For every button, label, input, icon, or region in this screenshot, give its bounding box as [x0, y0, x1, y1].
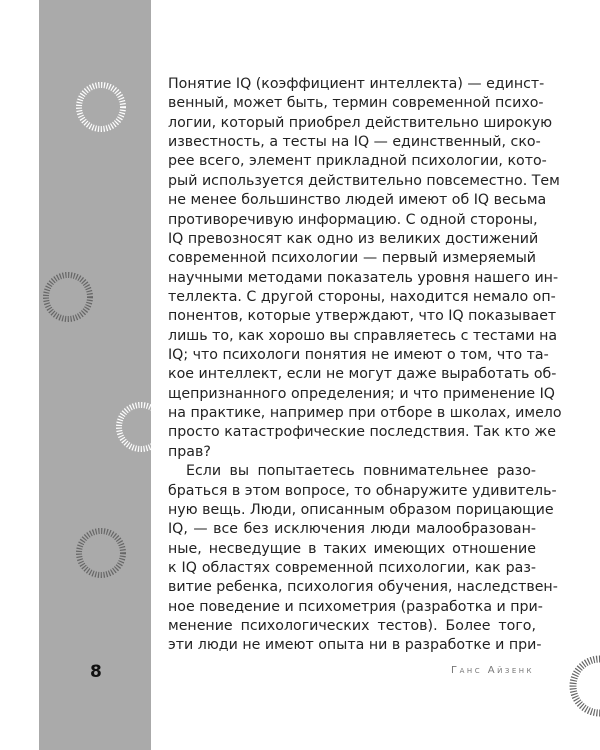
decorative-ring-icon — [41, 270, 95, 324]
decorative-ring-icon — [544, 650, 600, 740]
text-line: IQ; что психологи понятия не имеют о том, что та- — [168, 347, 549, 364]
text-line: менение психологических тестов). Более того, — [168, 618, 536, 635]
text-line: ные, несведущие в таких имеющих отношение — [168, 540, 536, 557]
page-number: 8 — [90, 662, 102, 682]
text-line: понентов, которые утверждают, что IQ показывает — [168, 308, 557, 325]
decorative-ring-icon — [114, 400, 168, 454]
text-line: современной психологии — первый измеряемый — [168, 250, 536, 267]
text-line: научными методами показатель уровня нашего ин- — [168, 269, 559, 286]
text-line: ное поведение и психометрия (разработка и при- — [168, 598, 543, 615]
text-line: IQ, — все без исключения люди малообразован- — [168, 521, 536, 538]
text-line: ную вещь. Люди, описанным образом порицающие — [168, 501, 554, 518]
text-line: логии, который приобрел действительно широкую — [168, 114, 553, 131]
text-line: браться в этом вопросе, то обнаружите удивитель- — [168, 482, 557, 499]
decorative-ring-icon — [74, 526, 128, 580]
decorative-ring-icon — [74, 80, 128, 134]
text-line: Если вы попытаетесь повнимательнее разо- — [186, 463, 536, 480]
text-line: IQ превозносят как одно из великих достижений — [168, 230, 539, 247]
text-line: теллекта. С другой стороны, находится немало оп- — [168, 288, 556, 305]
text-line: Понятие IQ (коэффициент интеллекта) — единст- — [168, 76, 545, 92]
body-text — [168, 75, 562, 656]
text-line: венный, может быть, термин современной психо- — [168, 95, 544, 112]
text-line: витие ребенка, психология обучения, наследствен- — [168, 579, 558, 596]
text-line: просто катастрофические последствия. Так кто же — [168, 424, 557, 441]
text-line: на практике, например при отборе в школах, имело — [168, 405, 562, 422]
text-line: не менее большинство людей имеют об IQ весьма — [168, 192, 547, 209]
text-line: прав? — [168, 443, 211, 460]
text-line: лишь то, как хорошо вы справляетесь с тестами на — [168, 327, 558, 344]
text-line: щепризнанного определения; и что применение IQ — [168, 385, 555, 402]
text-line: известность, а тесты на IQ — единственный, ско- — [168, 134, 541, 151]
text-line: к IQ областях современной психологии, как раз- — [168, 559, 536, 576]
text-line: эти люди не имеют опыта ни в разработке и при- — [168, 637, 542, 654]
text-line: рый используется действительно повсеместно. Тем — [168, 172, 560, 189]
text-line: рее всего, элемент прикладной психологии, кото- — [168, 153, 547, 170]
text-line: кое интеллект, если не могут даже выработать об- — [168, 366, 557, 383]
running-footer: Ганс Айзенк — [451, 665, 534, 676]
text-line: противоречивую информацию. С одной стороны, — [168, 211, 538, 228]
